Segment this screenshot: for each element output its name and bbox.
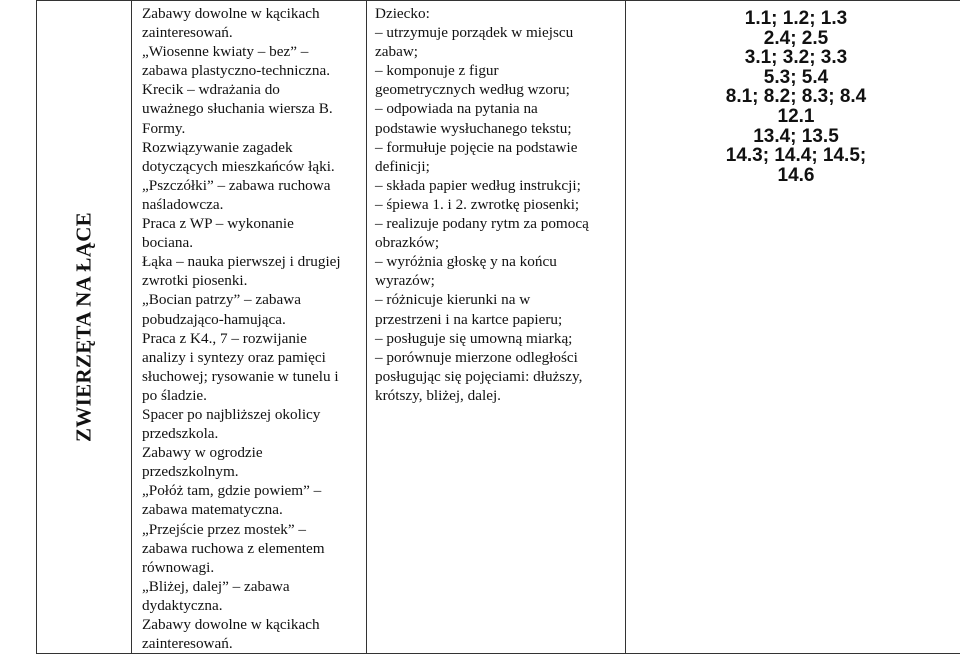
code-line: 14.6 xyxy=(626,166,960,186)
activities-cell xyxy=(132,1,367,654)
curriculum-table xyxy=(36,0,960,654)
outcome-line: – realizuje podany rytm za pomocą xyxy=(375,214,617,233)
code-line: 12.1 xyxy=(626,107,960,127)
activity-line: Formy. xyxy=(142,119,358,138)
code-line: 2.4; 2.5 xyxy=(626,29,960,49)
activity-line: „Bliżej, dalej” – zabawa xyxy=(142,577,358,596)
table-row xyxy=(37,1,960,654)
activity-line: Łąka – nauka pierwszej i drugiej xyxy=(142,252,358,271)
code-line: 13.4; 13.5 xyxy=(626,127,960,147)
outcomes-cell xyxy=(367,1,626,654)
activity-line: dotyczących mieszkańców łąki. xyxy=(142,157,358,176)
activity-line: przedszkola. xyxy=(142,424,358,443)
activity-line: Praca z K4., 7 – rozwijanie xyxy=(142,329,358,348)
activity-line: pobudzająco-hamująca. xyxy=(142,310,358,329)
activity-line: bociana. xyxy=(142,233,358,252)
outcome-line: definicji; xyxy=(375,157,617,176)
activity-line: Spacer po najbliższej okolicy xyxy=(142,405,358,424)
outcome-line: geometrycznych według wzoru; xyxy=(375,80,617,99)
code-line: 1.1; 1.2; 1.3 xyxy=(626,9,960,29)
outcome-line: krótszy, bliżej, dalej. xyxy=(375,386,617,405)
activities-list xyxy=(132,1,366,653)
outcome-line: posługując się pojęciami: dłuższy, xyxy=(375,367,617,386)
activity-line: dydaktyczna. xyxy=(142,596,358,615)
outcome-line: zabaw; xyxy=(375,42,617,61)
activity-line: „Przejście przez mostek” – xyxy=(142,520,358,539)
activity-line: „Pszczółki” – zabawa ruchowa xyxy=(142,176,358,195)
activity-line: po śladzie. xyxy=(142,386,358,405)
outcome-line: – utrzymuje porządek w miejscu xyxy=(375,23,617,42)
activity-line: zabawa ruchowa z elementem xyxy=(142,539,358,558)
activity-line: Zabawy w ogrodzie xyxy=(142,443,358,462)
activity-line: zabawa matematyczna. xyxy=(142,500,358,519)
activity-line: przedszkolnym. xyxy=(142,462,358,481)
activity-line: Krecik – wdrażania do xyxy=(142,80,358,99)
outcome-line: – odpowiada na pytania na xyxy=(375,99,617,118)
code-line: 3.1; 3.2; 3.3 xyxy=(626,48,960,68)
outcome-line: przestrzeni i na kartce papieru; xyxy=(375,310,617,329)
activity-line: Praca z WP – wykonanie xyxy=(142,214,358,233)
outcome-line: – formułuje pojęcie na podstawie xyxy=(375,138,617,157)
outcome-line: obrazków; xyxy=(375,233,617,252)
theme-cell xyxy=(37,1,132,654)
curriculum-codes xyxy=(626,1,960,185)
activity-line: zainteresowań. xyxy=(142,23,358,42)
outcome-line: wyrazów; xyxy=(375,271,617,290)
outcome-line: – składa papier według instrukcji; xyxy=(375,176,617,195)
theme-title: ZWIERZĘTA NA ŁĄCE xyxy=(72,212,97,442)
activity-line: „Połóż tam, gdzie powiem” – xyxy=(142,481,358,500)
outcome-line: – różnicuje kierunki na w xyxy=(375,290,617,309)
outcomes-heading: Dziecko: xyxy=(375,4,617,23)
activity-line: „Bocian patrzy” – zabawa xyxy=(142,290,358,309)
outcomes-list xyxy=(367,1,625,405)
activity-line: analizy i syntezy oraz pamięci xyxy=(142,348,358,367)
outcome-line: – porównuje mierzone odległości xyxy=(375,348,617,367)
activity-line: naśladowcza. xyxy=(142,195,358,214)
activity-line: Zabawy dowolne w kącikach xyxy=(142,615,358,634)
activity-line: „Wiosenne kwiaty – bez” – xyxy=(142,42,358,61)
outcome-line: podstawie wysłuchanego tekstu; xyxy=(375,119,617,138)
outcome-line: – śpiewa 1. i 2. zwrotkę piosenki; xyxy=(375,195,617,214)
activity-line: zainteresowań. xyxy=(142,634,358,653)
activity-line: Zabawy dowolne w kącikach xyxy=(142,4,358,23)
outcome-line: – wyróżnia głoskę y na końcu xyxy=(375,252,617,271)
activity-line: słuchowej; rysowanie w tunelu i xyxy=(142,367,358,386)
activity-line: zabawa plastyczno-techniczna. xyxy=(142,61,358,80)
outcome-line: – komponuje z figur xyxy=(375,61,617,80)
code-line: 8.1; 8.2; 8.3; 8.4 xyxy=(626,87,960,107)
code-line: 14.3; 14.4; 14.5; xyxy=(626,146,960,166)
code-line: 5.3; 5.4 xyxy=(626,68,960,88)
activity-line: równowagi. xyxy=(142,558,358,577)
activity-line: uważnego słuchania wiersza B. xyxy=(142,99,358,118)
activity-line: zwrotki piosenki. xyxy=(142,271,358,290)
codes-cell xyxy=(626,1,960,654)
outcome-line: – posługuje się umowną miarką; xyxy=(375,329,617,348)
activity-line: Rozwiązywanie zagadek xyxy=(142,138,358,157)
